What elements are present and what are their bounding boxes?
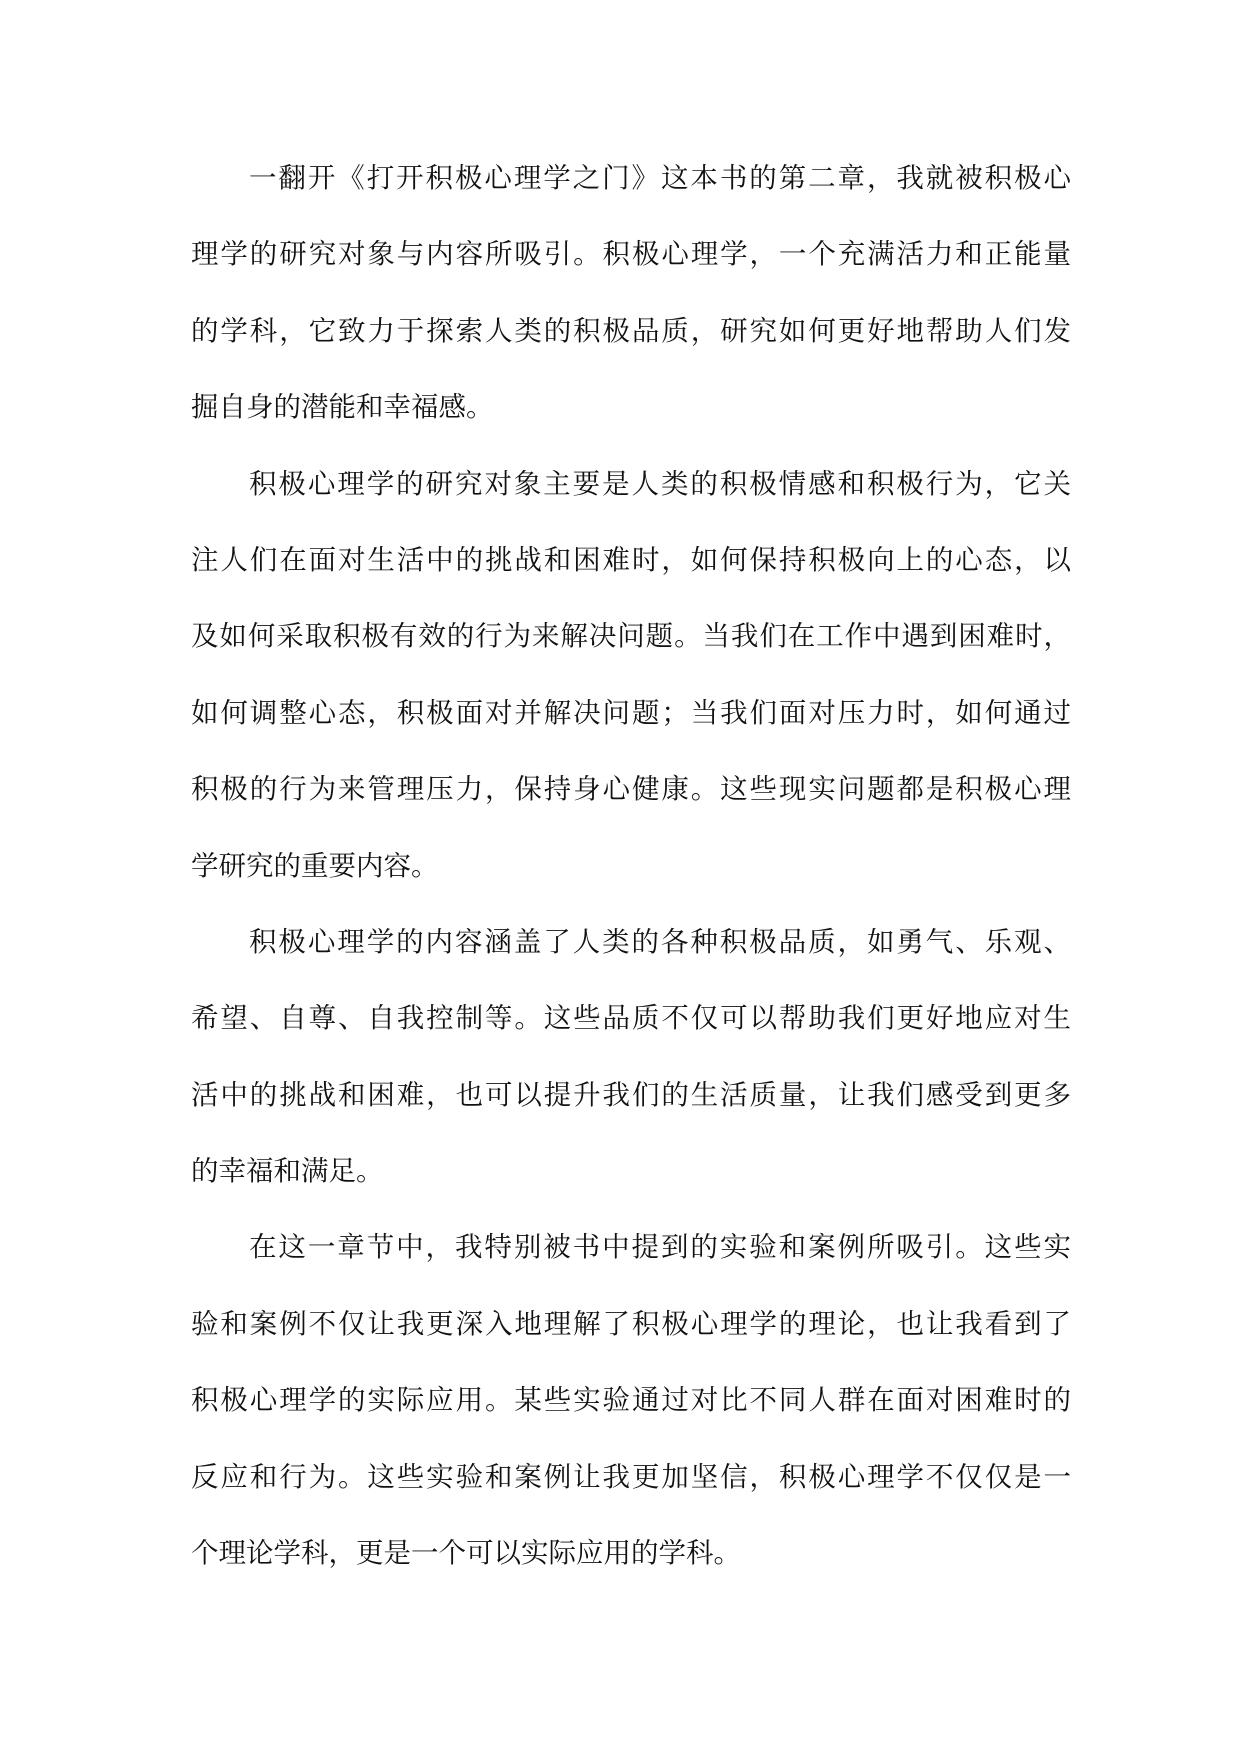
paragraph-3-line-2: 希望、自尊、自我控制等。这些品质不仅可以帮助我们更好地应对生 — [191, 1002, 1071, 1035]
paragraph-2-line-2: 注人们在面对生活中的挑战和困难时，如何保持积极向上的心态，以 — [191, 543, 1071, 576]
body-text — [191, 140, 1071, 1591]
paragraph-2-line-3: 及如何采取积极有效的行为来解决问题。当我们在工作中遇到困难时， — [191, 620, 1071, 653]
paragraph-1-line-1: 一翻开《打开积极心理学之门》这本书的第二章，我就被积极心 — [249, 162, 1071, 194]
paragraph-4-line-4: 反应和行为。这些实验和案例让我更加坚信，积极心理学不仅仅是一 — [191, 1460, 1071, 1493]
paragraph-2-line-4: 如何调整心态，积极面对并解决问题；当我们面对压力时，如何通过 — [191, 696, 1071, 729]
paragraph-1-line-4: 掘自身的潜能和幸福感。 — [191, 391, 494, 424]
paragraph-2-line-6: 学研究的重要内容。 — [191, 849, 439, 882]
paragraph-3-line-4: 的幸福和满足。 — [191, 1155, 384, 1188]
paragraph-4-line-5: 个理论学科，更是一个可以实际应用的学科。 — [191, 1537, 741, 1570]
paragraph-2-line-5: 积极的行为来管理压力，保持身心健康。这些现实问题都是积极心理 — [191, 773, 1071, 806]
paragraph-3-line-1: 积极心理学的内容涵盖了人类的各种积极品质，如勇气、乐观、 — [249, 925, 1071, 958]
paragraph-3-line-3: 活中的挑战和困难，也可以提升我们的生活质量，让我们感受到更多 — [191, 1078, 1071, 1111]
paragraph-4-line-3: 积极心理学的实际应用。某些实验通过对比不同人群在面对困难时的 — [191, 1384, 1071, 1417]
paragraph-1-line-2: 理学的研究对象与内容所吸引。积极心理学，一个充满活力和正能量 — [191, 238, 1071, 271]
paragraph-4-line-1: 在这一章节中，我特别被书中提到的实验和案例所吸引。这些实 — [249, 1231, 1071, 1264]
paragraph-1-line-3: 的学科，它致力于探索人类的积极品质，研究如何更好地帮助人们发 — [191, 314, 1071, 347]
paragraph-2-line-1: 积极心理学的研究对象主要是人类的积极情感和积极行为，它关 — [249, 467, 1071, 500]
paragraph-4-line-2: 验和案例不仅让我更深入地理解了积极心理学的理论，也让我看到了 — [191, 1307, 1071, 1340]
